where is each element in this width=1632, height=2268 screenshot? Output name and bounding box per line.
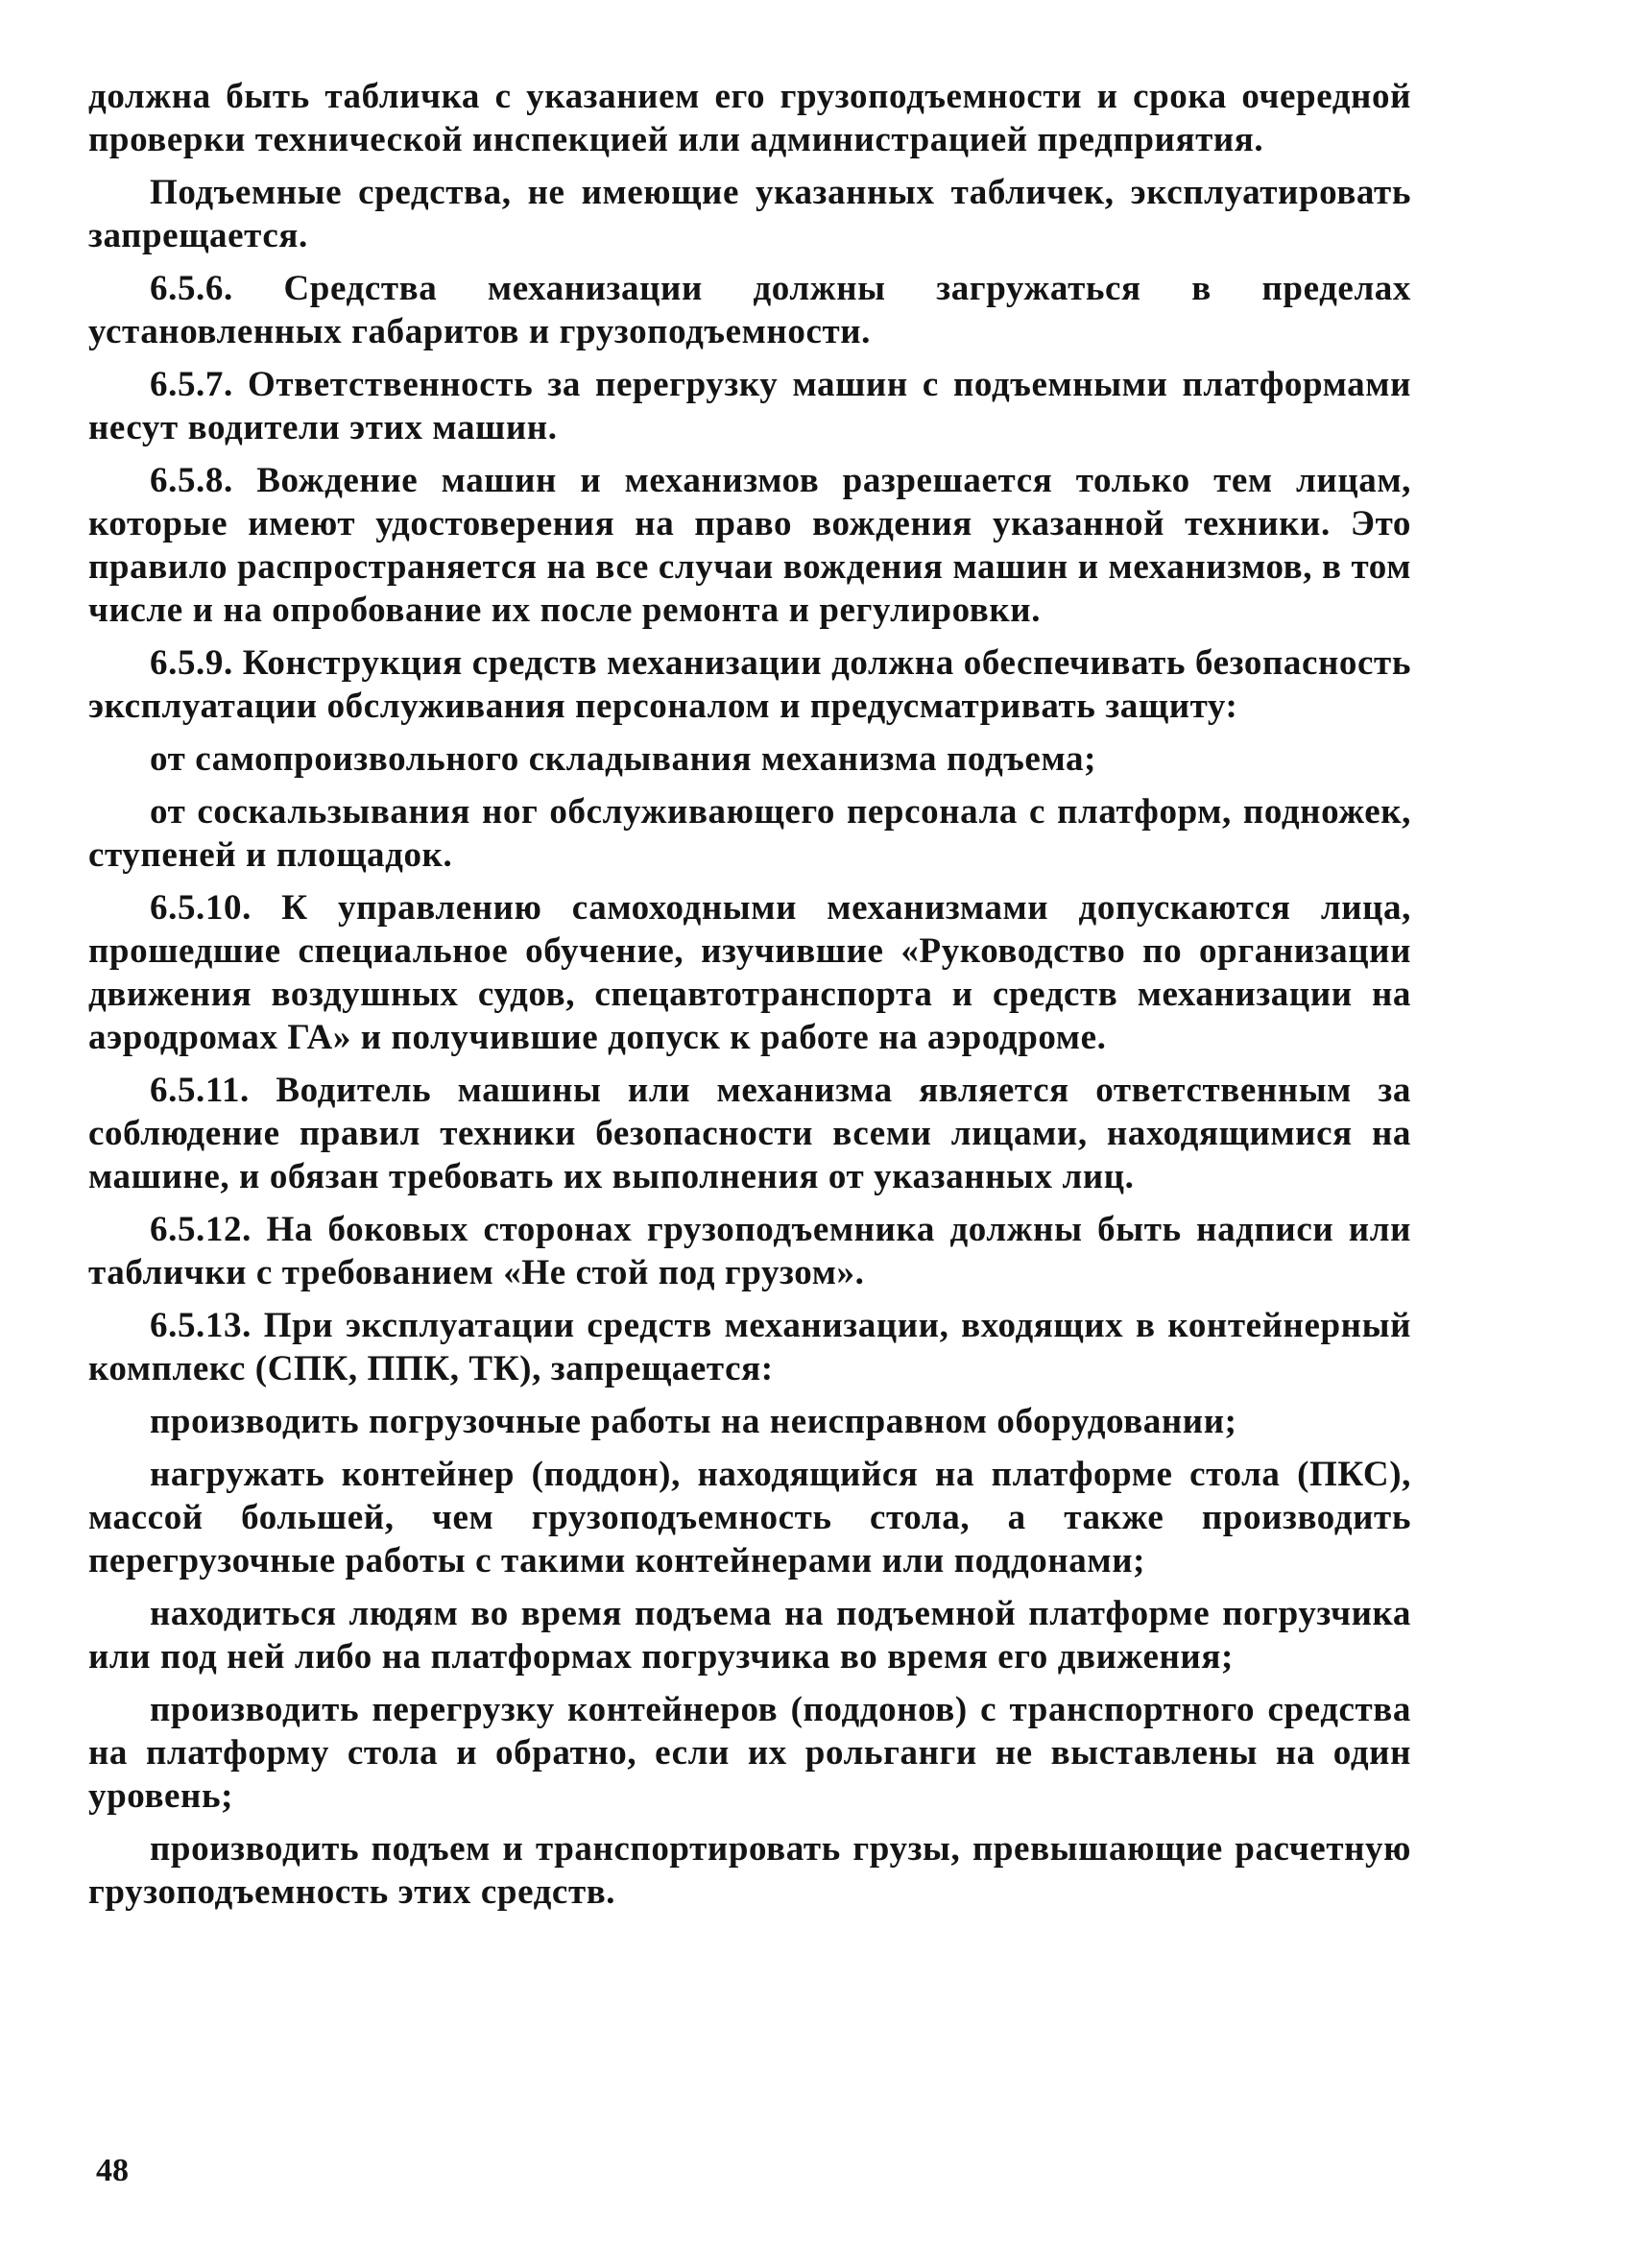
paragraph-6-5-11: 6.5.11. Водитель машины или механизма является ответственным за соблюдение правил техники безопасности всеми лицами, находящимися на машине, и обязан требовать их выполнения от указанных лиц. bbox=[88, 1071, 1411, 1196]
paragraph-6-5-6: 6.5.6. Средства механизации должны загружаться в пределах установленных габаритов и грузоподъемности. bbox=[88, 269, 1411, 351]
list-item-exceed-capacity: производить подъем и транспортировать грузы, превышающие расчетную грузоподъемность этих средств. bbox=[88, 1829, 1411, 1912]
paragraph-6-5-9: 6.5.9. Конструкция средств механизации должна обеспечивать безопасность эксплуатации обслуживания персоналом и предусматривать защиту: bbox=[88, 643, 1411, 726]
page-number: 48 bbox=[96, 2153, 129, 2188]
document-body bbox=[88, 75, 1411, 1923]
list-item-faulty-equipment: производить погрузочные работы на неисправном оборудовании; bbox=[150, 1402, 1237, 1441]
paragraph-6-5-12: 6.5.12. На боковых сторонах грузоподъемника должны быть надписи или таблички с требованием «Не стой под грузом». bbox=[88, 1210, 1411, 1292]
paragraph-continuation: должна быть табличка с указанием его грузоподъемности и срока очередной проверки технической инспекцией или администрацией предприятия. bbox=[88, 77, 1411, 159]
list-item-slipping-protection: от соскальзывания ног обслуживающего персонала с платформ, подножек, ступеней и площадок. bbox=[88, 792, 1411, 875]
list-item-overloading: нагружать контейнер (поддон), находящийся на платформе стола (ПКС), массой большей, чем грузоподъемность стола, а также производить перегрузочные работы с такими контейнерами или поддонами; bbox=[88, 1455, 1411, 1580]
list-item-folding-protection: от самопроизвольного складывания механизма подъема; bbox=[150, 739, 1097, 779]
paragraph-6-5-10: 6.5.10. К управлению самоходными механизмами допускаются лица, прошедшие специальное обучение, изучившие «Руководство по организации движения воздушных судов, спецавтотранспорта и средств механизации на аэродромах ГА» и получившие допуск к работе на аэродроме. bbox=[88, 888, 1411, 1057]
paragraph-6-5-13: 6.5.13. При эксплуатации средств механизации, входящих в контейнерный комплекс (СПК, ППК, ТК), запрещается: bbox=[88, 1306, 1411, 1388]
paragraph-prohibition-no-plates: Подъемные средства, не имеющие указанных табличек, эксплуатировать запрещается. bbox=[88, 173, 1411, 255]
list-item-roller-level: производить перегрузку контейнеров (поддонов) с транспортного средства на платформу стола и обратно, если их рольганги не выставлены на один уровень; bbox=[88, 1690, 1411, 1816]
paragraph-6-5-8: 6.5.8. Вождение машин и механизмов разрешается только тем лицам, которые имеют удостоверения на право вождения указанной техники. Это правило распространяется на все случаи вождения машин и механизмов, в том числе и на опробование их после ремонта и регулировки. bbox=[88, 461, 1411, 630]
list-item-people-on-platform: находиться людям во время подъема на подъемной платформе погрузчика или под ней либо на платформах погрузчика во время его движения; bbox=[88, 1594, 1411, 1677]
paragraph-6-5-7: 6.5.7. Ответственность за перегрузку машин с подъемными платформами несут водители этих машин. bbox=[88, 365, 1411, 447]
